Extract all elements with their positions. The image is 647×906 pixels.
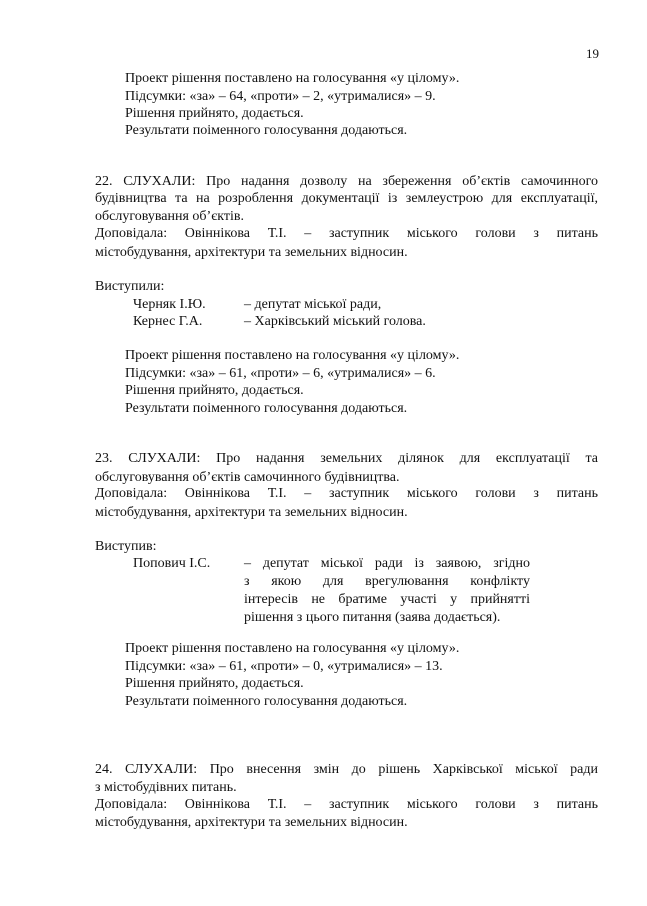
speaker-role: – депутат міської ради, [244,297,382,312]
speaker-role-line: інтересів не братиме участі у прийнятті [244,592,530,607]
heard-line: 24. СЛУХАЛИ: Про внесення змін до рішень Харківської міської ради [95,762,598,777]
vote-line: Результати поіменного голосування додаються. [125,401,408,416]
heard-line: 22. СЛУХАЛИ: Про надання дозволу на збереження об’єктів самочинного [95,174,598,189]
vote-line: Результати поіменного голосування додаються. [125,123,408,138]
vote-line: Рішення прийнято, додається. [125,383,304,398]
reporter-line: містобудування, архітектури та земельних відносин. [95,245,408,260]
vote-line: Рішення прийнято, додається. [125,676,304,691]
reporter-line: Доповідала: Овіннікова Т.І. – заступник міського голови з питань [95,486,598,501]
speaker-role-line: рішення з цього питання (заява додається). [244,610,501,625]
heard-line: будівництва та на розроблення документації із землеустрою для експлуатації, [95,191,598,206]
heard-line: з містобудівних питань. [95,780,237,795]
speaker-role [244,555,530,627]
heard-line: обслуговування об’єктів самочинного будівництва. [95,470,400,485]
vote-line: Підсумки: «за» – 64, «проти» – 2, «утрималися» – 9. [125,89,436,104]
speaker-name: Черняк І.Ю. [133,297,206,312]
page-number: 19 [586,46,599,61]
vote-line: Проект рішення поставлено на голосування «у цілому». [125,71,460,86]
reporter-line: містобудування, архітектури та земельних відносин. [95,505,408,520]
reporter-line: Доповідала: Овіннікова Т.І. – заступник міського голови з питань [95,797,598,812]
vote-line: Рішення прийнято, додається. [125,106,304,121]
speaker-name: Попович І.С. [133,556,211,571]
speaker-role-line: – депутат міської ради із заявою, згідно [244,556,530,571]
speakers-label: Виступив: [95,539,157,554]
vote-line: Проект рішення поставлено на голосування «у цілому». [125,641,460,656]
vote-line: Підсумки: «за» – 61, «проти» – 0, «утрималися» – 13. [125,659,443,674]
speaker-role: – Харківський міський голова. [244,314,426,329]
heard-line: обслуговування об’єктів. [95,209,244,224]
reporter-line: Доповідала: Овіннікова Т.І. – заступник міського голови з питань [95,226,598,241]
speaker-role-line: з якою для врегулювання конфлікту [244,574,530,589]
vote-line: Проект рішення поставлено на голосування «у цілому». [125,348,460,363]
speakers-label: Виступили: [95,279,165,294]
vote-line: Результати поіменного голосування додаються. [125,694,408,709]
speaker-name: Кернес Г.А. [133,314,203,329]
heard-line: 23. СЛУХАЛИ: Про надання земельних ділянок для експлуатації та [95,451,598,466]
vote-line: Підсумки: «за» – 61, «проти» – 6, «утрималися» – 6. [125,366,436,381]
reporter-line: містобудування, архітектури та земельних відносин. [95,815,408,830]
